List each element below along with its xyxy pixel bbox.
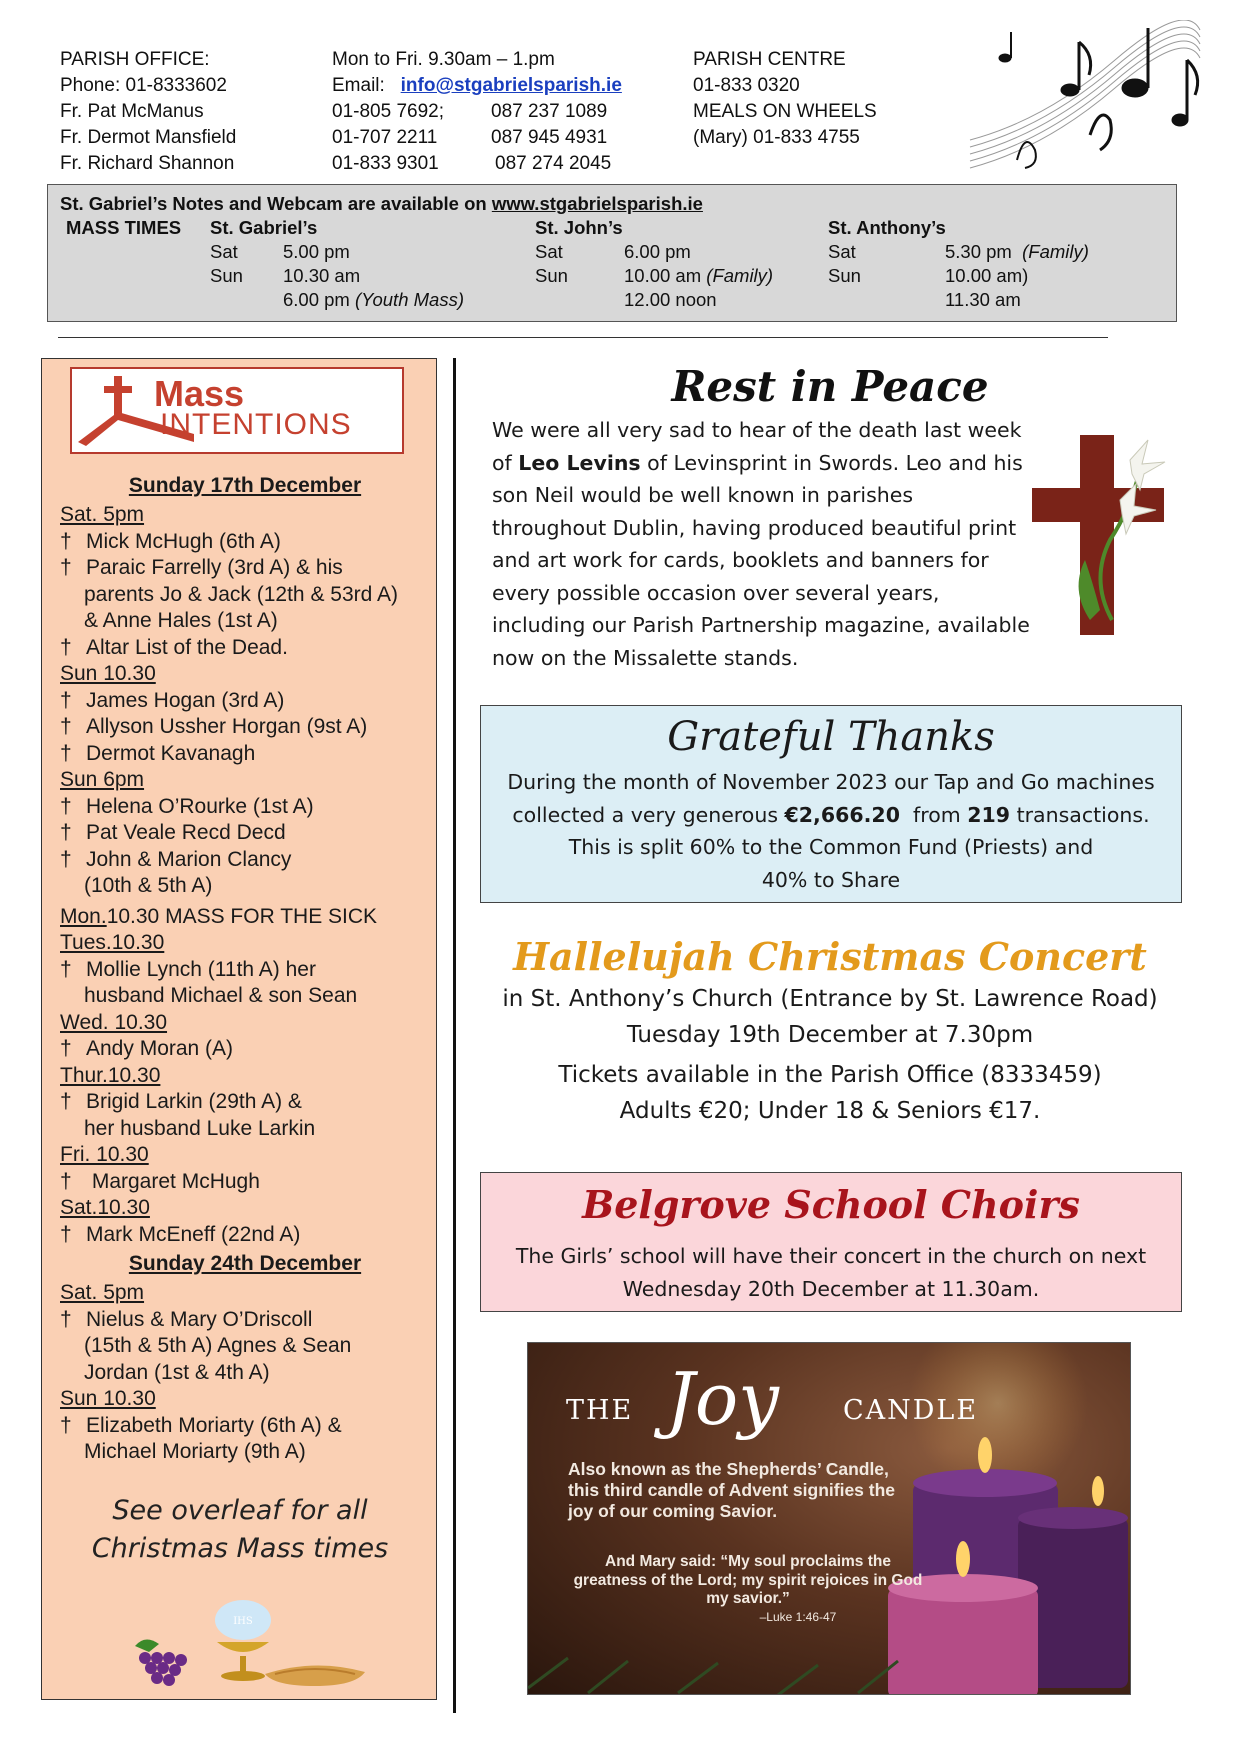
column-divider — [453, 358, 456, 1713]
cross-icon: † — [60, 635, 72, 659]
intention-item — [60, 1222, 430, 1249]
mass-time: 11.30 am — [945, 289, 1021, 310]
intention-day — [60, 1386, 430, 1413]
joy-candle-image — [527, 1342, 1131, 1695]
mass-time: 5.00 pm — [283, 241, 350, 262]
concert-tickets: Tickets available in the Parish Office (8333459) — [558, 1062, 1102, 1088]
cross-icon: † — [60, 741, 72, 765]
intention-item — [60, 1360, 430, 1387]
church-name-anthonys: St. Anthony’s — [828, 217, 946, 238]
intention-item — [60, 741, 430, 768]
priest-mobile: 087 274 2045 — [495, 153, 612, 174]
intention-item — [60, 820, 430, 847]
intention-day — [60, 930, 430, 957]
mass-times-box — [47, 184, 1177, 322]
intention-text: Elizabeth Moriarty (6th A) & — [86, 1413, 342, 1437]
belgrove-title: Belgrove School Choirs — [582, 1182, 1080, 1227]
cross-icon: † — [60, 847, 72, 871]
intention-day-text: Tues.10.30 — [60, 931, 165, 954]
mass-day: Sun — [535, 265, 568, 286]
cross-icon: † — [60, 1307, 72, 1331]
rest-in-peace-title: Rest in Peace — [671, 362, 989, 411]
priest-name: Fr. Dermot Mansfield — [60, 127, 237, 148]
office-email-row — [332, 73, 622, 99]
meals-label: MEALS ON WHEELS — [693, 101, 877, 122]
cross-icon: † — [60, 529, 72, 553]
intention-day — [60, 1280, 430, 1307]
eucharist-illustration — [115, 1598, 375, 1690]
music-notes-icon — [965, 20, 1205, 180]
cross-lily-icon — [1030, 430, 1190, 640]
week-heading — [60, 1248, 430, 1280]
priest-name: Fr. Pat McManus — [60, 101, 204, 122]
intention-item — [60, 1333, 430, 1360]
cross-icon: † — [60, 1169, 72, 1193]
intention-text: Mick McHugh (6th A) — [86, 529, 281, 553]
donation-amount: €2,666.20 — [784, 802, 900, 827]
church-name-johns: St. John’s — [535, 217, 623, 238]
intention-item — [60, 1169, 430, 1196]
mass-day: Sat — [828, 241, 856, 262]
intention-day — [60, 661, 430, 688]
mass-day: Sun — [828, 265, 861, 286]
mobile-block — [491, 99, 611, 177]
intention-item — [60, 1089, 430, 1116]
concert-venue: in St. Anthony’s Church (Entrance by St. Lawrence Road) — [502, 986, 1158, 1012]
parish-centre-block — [693, 47, 877, 151]
intention-item — [60, 794, 430, 821]
cross-icon: † — [60, 1090, 72, 1113]
grateful-thanks-text: During the month of November 2023 our Tap and Go machines collected a very generous €2,666.20 from 219 transactions. This is split 60% to the Common Fund (Priests) and 40% to Share — [507, 770, 1155, 892]
divider — [58, 337, 1108, 338]
week-heading — [60, 470, 430, 502]
cross-icon: † — [60, 957, 72, 981]
email-label: Email: — [332, 75, 385, 96]
intention-text: Allyson Ussher Horgan (9st A) — [86, 715, 368, 738]
concert-prices: Adults €20; Under 18 & Seniors €17. — [619, 1098, 1041, 1124]
intention-text: 10.30 MASS FOR THE SICK — [106, 904, 378, 928]
belgrove-text: The Girls’ school will have their concert in the church on next Wednesday 20th December at 11.30am. — [515, 1244, 1147, 1301]
joy-quote: And Mary said: “My soul proclaims the greatness of the Lord; my spirit rejoices in God my savior.” — [573, 1553, 923, 1607]
intention-day-text: Sun 10.30 — [60, 662, 156, 685]
priest-mobile: 087 237 1089 — [491, 101, 608, 122]
week-heading-text: Sunday 24th December — [128, 1252, 362, 1275]
mass-intentions-list — [60, 470, 430, 1466]
intention-item — [60, 957, 430, 984]
office-hours: Mon to Fri. 9.30am – 1.pm — [332, 49, 555, 70]
intention-item — [60, 1307, 430, 1334]
intention-text: & Anne Hales (1st A) — [84, 609, 278, 632]
intention-item — [60, 873, 430, 900]
email-link[interactable]: info@stgabrielsparish.ie — [400, 75, 622, 96]
intention-day-text: Sat.10.30 — [60, 1196, 150, 1219]
intention-item — [60, 555, 430, 582]
mass-day: Sat — [210, 241, 238, 262]
intention-text: parents Jo & Jack (12th & 53rd A) — [84, 582, 398, 606]
website-link[interactable]: www.stgabrielsparish.ie — [491, 193, 703, 214]
intention-day — [60, 502, 430, 529]
ihs-text: IHS — [233, 1616, 253, 1627]
intention-item — [60, 714, 430, 741]
intention-day — [60, 1195, 430, 1222]
intention-day-text: Sun 6pm — [60, 768, 145, 791]
mass-day: Sun — [210, 265, 243, 286]
priest-phone: 01-805 7692; — [332, 101, 444, 122]
concert-details — [480, 986, 1180, 1134]
intention-text: Pat Veale Recd Decd — [86, 821, 286, 844]
mass-time: 6.00 pm — [624, 241, 691, 262]
mass-time: 6.00 pm (Youth Mass) — [283, 289, 464, 310]
mass-time: 10.00 am (Family) — [624, 265, 774, 286]
intention-text: Margaret McHugh — [86, 1169, 260, 1193]
intention-item — [60, 635, 430, 662]
intention-text: Paraic Farrelly (3rd A) & his — [86, 556, 343, 579]
intention-text: Helena O’Rourke (1st A) — [86, 794, 314, 818]
overleaf-notice: See overleaf for all Christmas Mass times — [91, 1495, 389, 1564]
intention-item — [60, 688, 430, 715]
intention-text: Altar List of the Dead. — [86, 635, 288, 659]
intention-text: her husband Luke Larkin — [84, 1116, 316, 1140]
intention-item — [60, 1116, 430, 1143]
intention-text: Michael Moriarty (9th A) — [84, 1440, 306, 1463]
intention-text: husband Michael & son Sean — [84, 984, 358, 1007]
joy-the-text: THE — [566, 1395, 634, 1426]
parish-office-block — [60, 47, 236, 177]
intention-item — [60, 983, 430, 1010]
mass-times-label: MASS TIMES — [66, 217, 182, 238]
transaction-count: 219 — [967, 802, 1011, 827]
concert-date: Tuesday 19th December at 7.30pm — [626, 1022, 1034, 1048]
priest-phone: 01-707 2211 — [332, 127, 438, 148]
cross-icon: † — [60, 1222, 72, 1246]
intention-text: Jordan (1st & 4th A) — [84, 1360, 270, 1384]
parish-centre-phone: 01-833 0320 — [693, 75, 800, 96]
joy-description: Also known as the Shepherds’ Candle, this third candle of Advent signifies the joy of our coming Savior. — [568, 1459, 896, 1521]
intention-text: (15th & 5th A) Agnes & Sean — [84, 1334, 352, 1357]
intention-item — [60, 1413, 430, 1440]
intention-day — [60, 904, 430, 931]
intention-day-text: Fri. 10.30 — [60, 1143, 149, 1166]
joy-candle-text: CANDLE — [843, 1395, 979, 1426]
intention-day-text: Sun 10.30 — [60, 1387, 156, 1410]
parish-office-phone: Phone: 01-8333602 — [60, 75, 227, 96]
logo-mass-text: Mass — [154, 373, 245, 414]
cross-icon: † — [60, 1413, 72, 1437]
meals-phone: (Mary) 01-833 4755 — [693, 127, 860, 148]
intention-day — [60, 1142, 430, 1169]
intention-item — [60, 1439, 430, 1466]
intention-text: Nielus & Mary O’Driscoll — [86, 1307, 313, 1331]
intention-day-text: Sat. 5pm — [60, 1281, 145, 1304]
intention-item — [60, 582, 430, 609]
grateful-thanks-title: Grateful Thanks — [667, 714, 995, 760]
intention-text: James Hogan (3rd A) — [86, 688, 285, 712]
cross-icon: † — [60, 821, 72, 844]
intention-day — [60, 1063, 430, 1090]
cross-icon: † — [60, 1037, 72, 1060]
parish-office-label: PARISH OFFICE: — [60, 49, 210, 70]
intention-item — [60, 529, 430, 556]
cross-icon: † — [60, 794, 72, 818]
church-name-gabriels: St. Gabriel’s — [210, 217, 318, 238]
mass-time: 10.00 am) — [945, 265, 1029, 286]
intention-item — [60, 608, 430, 635]
parish-centre-label: PARISH CENTRE — [693, 49, 846, 70]
cross-icon: † — [60, 688, 72, 712]
intention-day-text: Wed. 10.30 — [60, 1010, 168, 1034]
intention-day-text: Sat. 5pm — [60, 503, 145, 526]
webcam-notice: St. Gabriel’s Notes and Webcam are available on www.stgabrielsparish.ie — [60, 193, 703, 214]
priest-mobile: 087 945 4931 — [491, 127, 608, 148]
mass-time: 5.30 pm (Family) — [945, 241, 1089, 262]
intention-text: Dermot Kavanagh — [86, 741, 256, 765]
priest-phone: 01-833 9301 — [332, 153, 439, 174]
rest-in-peace-text: We were all very sad to hear of the death last week of Leo Levins of Levinsprint in Swords. Leo and his son Neil would be well known in parishes throughout Dublin, having produced beautiful print and art work for cards, booklets and banners for every possible occasion over several years, including our Parish Partnership magazine, available now on the Missalette stands. — [492, 418, 1030, 670]
mass-time: 10.30 am — [283, 265, 361, 286]
mass-time: 12.00 noon — [624, 289, 717, 310]
intention-text: Mark McEneff (22nd A) — [86, 1222, 301, 1246]
week-heading-text: Sunday 17th December — [128, 474, 362, 497]
intention-day-text: Thur.10.30 — [60, 1063, 161, 1087]
intention-day — [60, 1010, 430, 1037]
deceased-name: Leo Levins — [518, 450, 641, 475]
intention-text: Andy Moran (A) — [86, 1037, 234, 1060]
intention-text: Mollie Lynch (11th A) her — [86, 957, 316, 981]
mass-day: Sat — [535, 241, 563, 262]
joy-citation: –Luke 1:46-47 — [759, 1610, 837, 1624]
intention-day — [60, 767, 430, 794]
intention-item — [60, 1036, 430, 1063]
priest-name: Fr. Richard Shannon — [60, 153, 235, 174]
intention-text: (10th & 5th A) — [84, 874, 213, 897]
intention-text: John & Marion Clancy — [86, 847, 292, 871]
cross-icon: † — [60, 715, 72, 738]
intention-item — [60, 847, 430, 874]
concert-title: Hallelujah Christmas Concert — [513, 934, 1147, 979]
joy-script-text: Joy — [666, 1357, 779, 1441]
logo-intentions-text: INTENTIONS — [160, 408, 352, 441]
cross-icon: † — [60, 556, 72, 579]
intention-text: Brigid Larkin (29th A) & — [86, 1090, 302, 1113]
intention-day-text: Mon. — [60, 904, 107, 928]
